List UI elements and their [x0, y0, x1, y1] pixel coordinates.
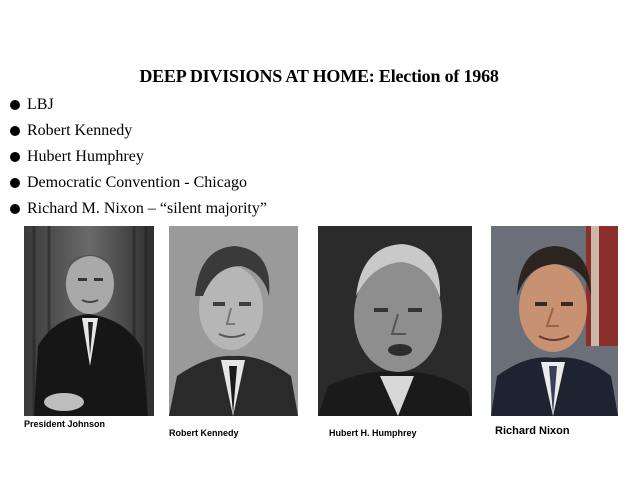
nixon-photo [491, 226, 618, 416]
bullet-text: Richard M. Nixon – “silent majority” [27, 200, 267, 217]
bullet-dot-icon [10, 100, 20, 110]
bullet-list [10, 92, 267, 222]
bullet-item [10, 144, 267, 170]
johnson-photo [24, 226, 154, 416]
bullet-dot-icon [10, 204, 20, 214]
photo-caption: Richard Nixon [495, 425, 570, 437]
bullet-dot-icon [10, 126, 20, 136]
photo-caption: President Johnson [24, 419, 106, 429]
robert-kennedy-photo [169, 226, 298, 416]
bullet-item [10, 92, 267, 118]
bullet-item [10, 196, 267, 222]
bullet-dot-icon [10, 152, 20, 162]
bullet-text: LBJ [27, 96, 54, 113]
bullet-text: Hubert Humphrey [27, 148, 144, 165]
photo-caption: Robert Kennedy [169, 428, 239, 438]
bullet-item [10, 118, 267, 144]
humphrey-photo [318, 226, 472, 416]
bullet-item [10, 170, 267, 196]
bullet-dot-icon [10, 178, 20, 188]
bullet-text: Democratic Convention - Chicago [27, 174, 247, 191]
slide-title: DEEP DIVISIONS AT HOME: Election of 1968 [139, 66, 499, 86]
bullet-text: Robert Kennedy [27, 122, 133, 139]
photo-caption: Hubert H. Humphrey [329, 428, 417, 438]
